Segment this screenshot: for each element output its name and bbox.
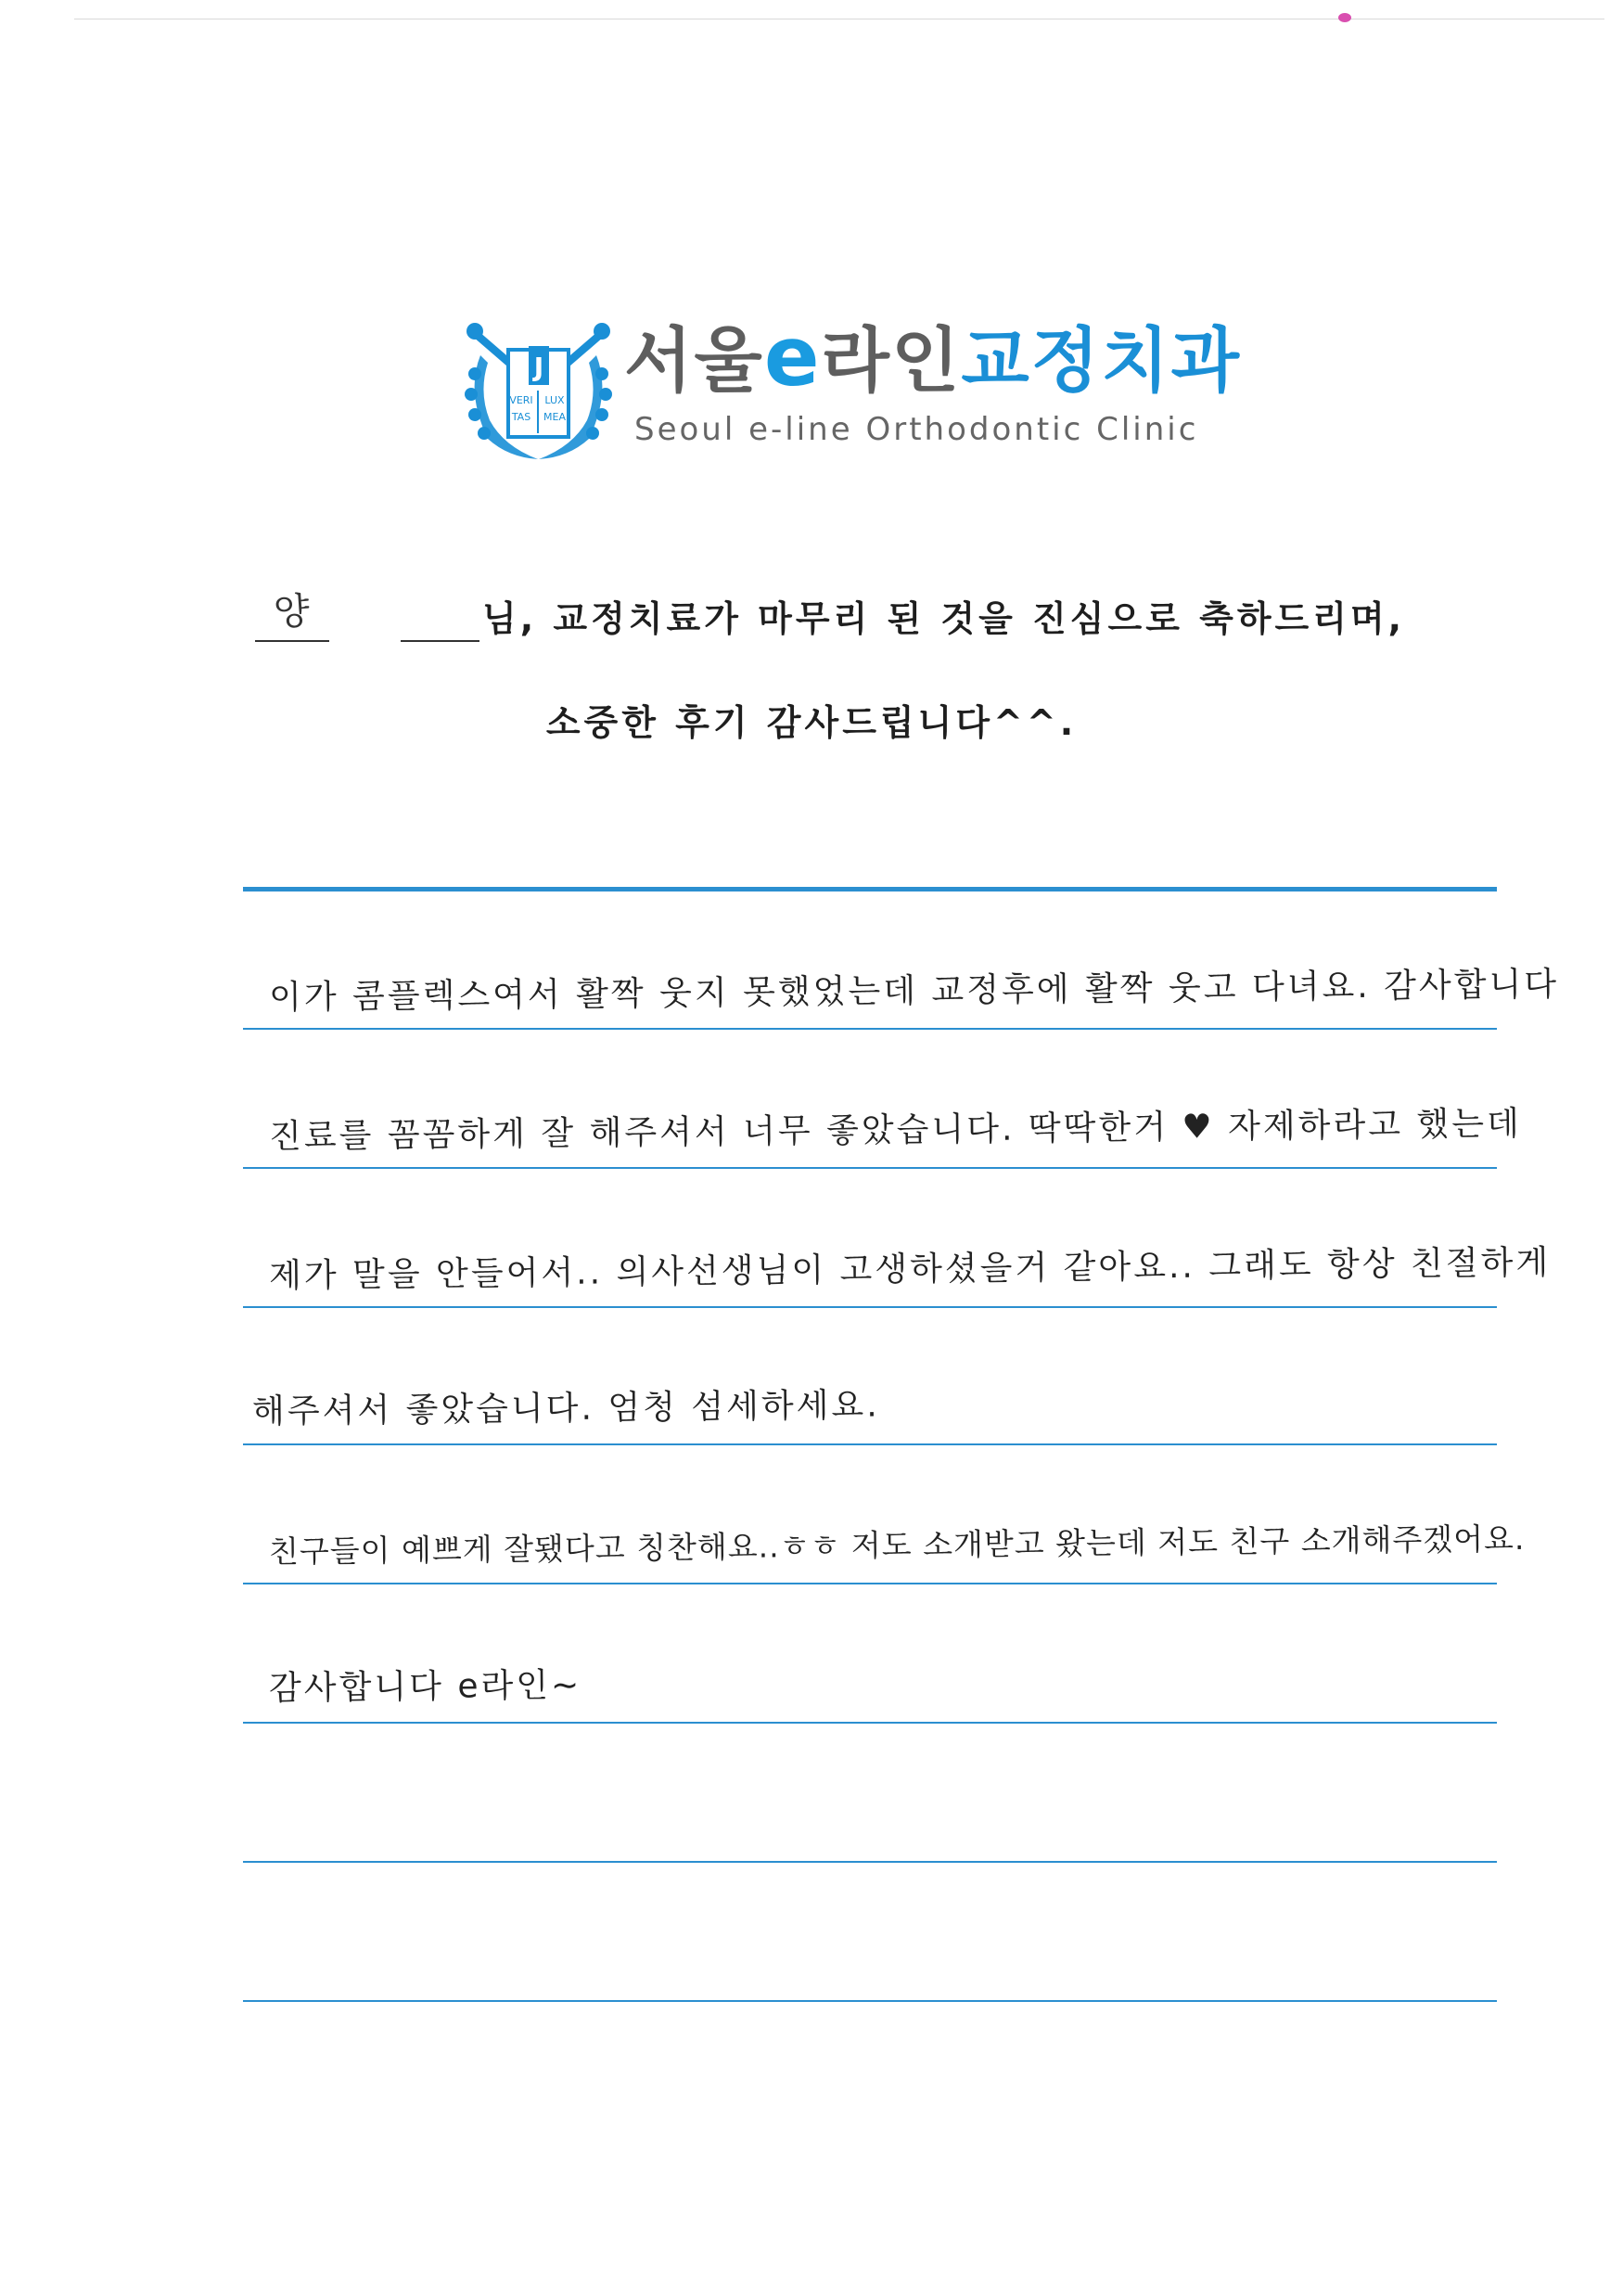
patient-name-blank (401, 594, 479, 642)
clinic-name-english: Seoul e-line Orthodontic Clinic (634, 411, 1199, 448)
emblem-letter: J (533, 352, 544, 382)
ruled-line (243, 1306, 1497, 1308)
greeting-line-2: 소중한 후기 감사드립니다^^. (545, 702, 1078, 743)
ruled-line (243, 1167, 1497, 1169)
review-line: 이가 콤플렉스여서 활짝 웃지 못했었는데 교정후에 활짝 웃고 다녀요. 감사합니다 (268, 965, 1560, 1018)
greeting-line-1: 님, 교정치료가 마무리 된 것을 진심으로 축하드리며, (482, 598, 1406, 639)
emblem-word: MEA (543, 411, 566, 423)
clinic-name-part: 교정치과 (961, 319, 1242, 402)
review-line: 친구들이 예쁘게 잘됐다고 칭찬해요..ㅎㅎ 저도 소개받고 왔는데 저도 친구 소개해주겠어요. (268, 1520, 1526, 1571)
review-line: 감사합니다 e라인~ (268, 1666, 582, 1708)
review-line: 진료를 꼼꼼하게 잘 해주셔서 너무 좋았습니다. 딱딱한거 ♥ 자제하라고 했는데 (268, 1104, 1522, 1157)
clinic-logo (462, 311, 1278, 468)
clinic-name-e: e (763, 309, 822, 404)
emblem-word: TAS (511, 411, 531, 423)
emblem-word: VERI (509, 394, 533, 406)
ruled-line (243, 1583, 1497, 1584)
ink-mark (1338, 13, 1351, 22)
clinic-name-part: 라인 (821, 319, 962, 402)
review-line: 해주셔서 좋았습니다. 엄청 섬세하세요. (251, 1386, 880, 1431)
review-line: 제가 말을 안들어서.. 의사선생님이 고생하셨을거 같아요.. 그래도 항상 친절하게 (268, 1243, 1552, 1296)
ruled-line (243, 2000, 1497, 2002)
clinic-name-part: 서울 (624, 319, 764, 402)
emblem-word: LUX (544, 394, 565, 406)
ruled-line (243, 1722, 1497, 1724)
clinic-emblem-icon (462, 318, 615, 467)
ruled-line (243, 1028, 1497, 1030)
patient-name-handwritten: 양 (272, 589, 312, 635)
ruled-line-top (243, 887, 1497, 891)
ruled-line (243, 1443, 1497, 1445)
clinic-name-korean (624, 311, 1241, 404)
ruled-line (243, 1861, 1497, 1863)
